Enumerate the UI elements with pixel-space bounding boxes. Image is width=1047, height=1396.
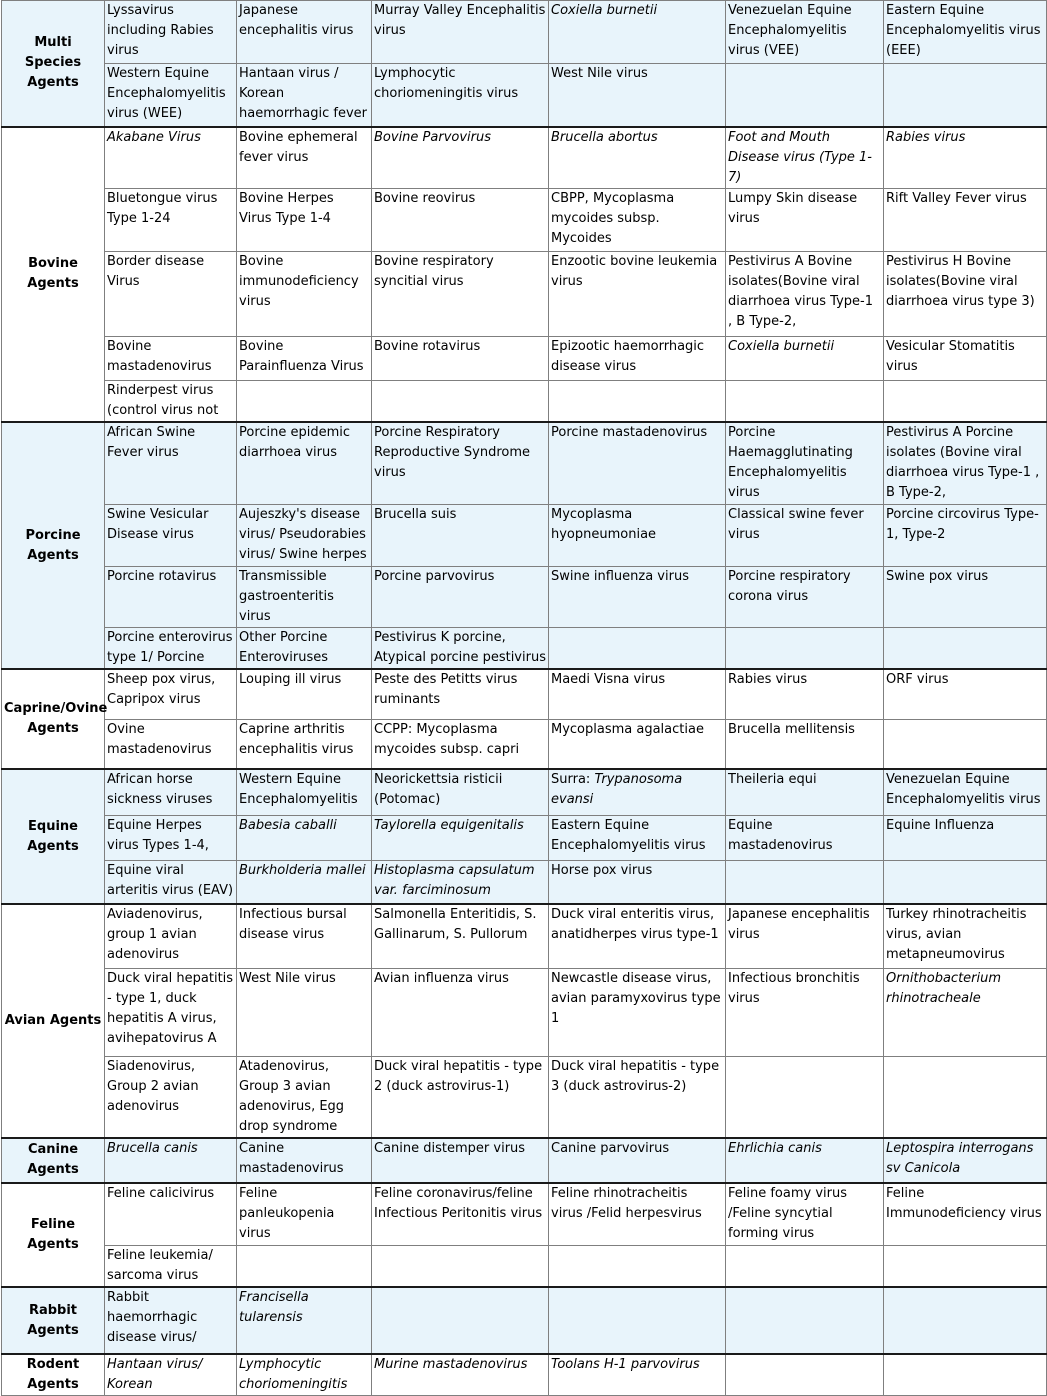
agent-cell [726,627,884,669]
agent-cell: Lyssavirus including Rabies virus [105,1,237,64]
agent-cell: West Nile virus [549,64,726,127]
agent-cell: Pestivirus K porcine, Atypical porcine pestivirus [372,627,549,669]
agent-cell [372,1246,549,1288]
agent-cell: Duck viral hepatitis - type 2 (duck astrovirus-1) [372,1056,549,1138]
agent-cell: Bovine respiratory syncitial virus [372,251,549,336]
agent-cell: Francisella tularensis [237,1287,372,1354]
agent-cell-prefix: Surra: [551,772,595,787]
agent-cell: Brucella abortus [549,127,726,189]
group-label: Rodent Agents [2,1354,105,1396]
agent-cell: Rabbit haemorrhagic disease virus/ [105,1287,237,1354]
agent-cell: Eastern Equine Encephalomyelitis virus (EEE) [884,1,1047,64]
agent-cell: Equine Herpes virus Types 1-4, [105,815,237,860]
agent-cell: Porcine Haemagglutinating Encephalomyelitis virus [726,422,884,504]
agent-cell: Caprine arthritis encephalitis virus [237,719,372,769]
agent-cell: Lymphocytic choriomeningitis [237,1354,372,1396]
agent-cell: Porcine circovirus Type-1, Type-2 [884,504,1047,566]
agent-cell [884,1354,1047,1396]
agent-cell: Brucella suis [372,504,549,566]
agent-cell-italic: Trypanosoma evansi [551,772,683,807]
agent-cell: Taylorella equigenitalis [372,815,549,860]
agent-cell: Japanese encephalitis virus [726,904,884,968]
table-row [2,904,1047,968]
agent-cell: Bovine mastadenovirus [105,336,237,380]
agent-cell [884,1246,1047,1288]
agent-cell: Bovine immunodeficiency virus [237,251,372,336]
agent-cell [549,1287,726,1354]
agent-cell [884,627,1047,669]
agent-cell: Bluetongue virus Type 1-24 [105,188,237,251]
table-row [2,336,1047,380]
table-row [2,1183,1047,1246]
agent-cell: Atadenovirus, Group 3 avian adenovirus, Egg drop syndrome [237,1056,372,1138]
agent-cell: African horse sickness viruses [105,769,237,815]
agent-cell: Porcine epidemic diarrhoea virus [237,422,372,504]
agent-cell: Maedi Visna virus [549,669,726,719]
agent-cell [726,380,884,422]
agent-cell: Histoplasma capsulatum var. farciminosum [372,860,549,904]
agent-cell: Burkholderia mallei [237,860,372,904]
agent-cell: Sheep pox virus, Capripox virus [105,669,237,719]
agent-cell: Vesicular Stomatitis virus [884,336,1047,380]
agent-cell: Coxiella burnetii [726,336,884,380]
agent-cell: Equine Influenza [884,815,1047,860]
agent-cell [549,627,726,669]
group-label: Caprine/Ovine Agents [2,669,105,769]
agent-cell: Rabies virus [884,127,1047,189]
agent-cell: Duck viral hepatitis - type 3 (duck astrovirus-2) [549,1056,726,1138]
agent-cell: Peste des Petitts virus ruminants [372,669,549,719]
table-row [2,504,1047,566]
agent-cell: Lumpy Skin disease virus [726,188,884,251]
agent-cell: Theileria equi [726,769,884,815]
agent-group [2,904,1047,1138]
agent-cell: Canine mastadenovirus [237,1138,372,1183]
agent-cell: Duck viral hepatitis - type 1, duck hepatitis A virus, avihepatovirus A [105,968,237,1056]
table-row [2,860,1047,904]
agent-cell: Turkey rhinotracheitis virus, avian metapneumovirus [884,904,1047,968]
agents-table [1,0,1047,1396]
agent-cell: Rinderpest virus (control virus not [105,380,237,422]
agent-cell: Siadenovirus, Group 2 avian adenovirus [105,1056,237,1138]
table-row [2,127,1047,189]
table-row [2,422,1047,504]
agent-cell: Swine Vesicular Disease virus [105,504,237,566]
table-row [2,1138,1047,1183]
agent-cell: Brucella mellitensis [726,719,884,769]
agent-cell: Feline rhinotracheitis virus /Felid herpesvirus [549,1183,726,1246]
agent-cell: Horse pox virus [549,860,726,904]
agent-cell: Bovine reovirus [372,188,549,251]
agent-cell: Bovine ephemeral fever virus [237,127,372,189]
group-label: Canine Agents [2,1138,105,1183]
agent-cell: Canine parvovirus [549,1138,726,1183]
table-row [2,968,1047,1056]
agent-cell [884,719,1047,769]
agent-cell: Bovine Herpes Virus Type 1-4 [237,188,372,251]
agent-cell: Classical swine fever virus [726,504,884,566]
agent-cell: Equine viral arteritis virus (EAV) [105,860,237,904]
agent-cell: Louping ill virus [237,669,372,719]
agent-cell: Porcine respiratory corona virus [726,566,884,627]
table-row [2,380,1047,422]
agent-cell: Feline foamy virus /Feline syncytial forming virus [726,1183,884,1246]
agent-cell: Babesia caballi [237,815,372,860]
agent-cell: Leptospira interrogans sv Canicola [884,1138,1047,1183]
agent-cell [549,1246,726,1288]
group-label: Rabbit Agents [2,1287,105,1354]
agent-group [2,1354,1047,1396]
agent-cell: Lymphocytic choriomeningitis virus [372,64,549,127]
agent-cell [372,380,549,422]
table-row [2,1,1047,64]
agent-cell: Infectious bronchitis virus [726,968,884,1056]
agent-group [2,1183,1047,1288]
agent-cell [237,380,372,422]
agent-cell: Ovine mastadenovirus [105,719,237,769]
agent-cell: Ornithobacterium rhinotracheale [884,968,1047,1056]
agent-cell: Hantaan virus/ Korean [105,1354,237,1396]
agent-cell: Aviadenovirus, group 1 avian adenovirus [105,904,237,968]
table-row [2,188,1047,251]
agent-cell: Ehrlichia canis [726,1138,884,1183]
table-row [2,815,1047,860]
table-row [2,719,1047,769]
agent-cell: Brucella canis [105,1138,237,1183]
agent-cell [884,1287,1047,1354]
table-row [2,1246,1047,1288]
group-label: Equine Agents [2,769,105,904]
agent-cell: Infectious bursal disease virus [237,904,372,968]
agent-cell: Porcine parvovirus [372,566,549,627]
agent-cell: Venezuelan Equine Encephalomyelitis virus [884,769,1047,815]
agent-cell [884,1056,1047,1138]
agent-cell: Foot and Mouth Disease virus (Type 1-7) [726,127,884,189]
agent-cell: Feline panleukopenia virus [237,1183,372,1246]
agent-cell: CCPP: Mycoplasma mycoides subsp. capri [372,719,549,769]
agent-group [2,769,1047,904]
agent-cell: Coxiella burnetii [549,1,726,64]
agent-cell: Porcine mastadenovirus [549,422,726,504]
group-label: Feline Agents [2,1183,105,1288]
agent-cell: Salmonella Enteritidis, S. Gallinarum, S. Pullorum [372,904,549,968]
agent-cell: Western Equine Encephalomyelitis virus (WEE) [105,64,237,127]
agent-cell: Other Porcine Enteroviruses [237,627,372,669]
table-row [2,1287,1047,1354]
agent-cell: Newcastle disease virus, avian paramyxovirus type 1 [549,968,726,1056]
agent-cell [884,64,1047,127]
agent-group [2,127,1047,423]
agent-cell: Porcine rotavirus [105,566,237,627]
table-row [2,566,1047,627]
agent-group [2,669,1047,769]
agent-cell: Pestivirus A Porcine isolates (Bovine viral diarrhoea virus Type-1 , B Type-2, [884,422,1047,504]
agent-cell: Porcine Respiratory Reproductive Syndrome virus [372,422,549,504]
agent-cell [726,64,884,127]
agent-cell [372,1287,549,1354]
agent-cell: Neorickettsia risticii (Potomac) [372,769,549,815]
agent-cell: Venezuelan Equine Encephalomyelitis virus (VEE) [726,1,884,64]
agent-cell: Enzootic bovine leukemia virus [549,251,726,336]
agent-cell: Pestivirus H Bovine isolates(Bovine viral diarrhoea virus type 3) [884,251,1047,336]
agent-cell: African Swine Fever virus [105,422,237,504]
agent-cell [726,1287,884,1354]
agent-cell [726,1056,884,1138]
group-label: Bovine Agents [2,127,105,423]
agent-cell: Bovine Parainfluenza Virus [237,336,372,380]
agent-cell [884,380,1047,422]
agent-cell: Bovine rotavirus [372,336,549,380]
agent-cell: Canine distemper virus [372,1138,549,1183]
agent-cell: Mycoplasma agalactiae [549,719,726,769]
table-row [2,669,1047,719]
agent-cell: Border disease Virus [105,251,237,336]
agent-cell: Avian influenza virus [372,968,549,1056]
agent-cell: CBPP, Mycoplasma mycoides subsp. Mycoides [549,188,726,251]
table-row [2,769,1047,815]
agent-group [2,1287,1047,1354]
agent-cell [549,769,726,815]
agent-cell [726,1246,884,1288]
agent-cell: Rabies virus [726,669,884,719]
agent-cell [237,1246,372,1288]
agent-cell: Hantaan virus / Korean haemorrhagic fever [237,64,372,127]
agent-cell: Feline coronavirus/feline Infectious Peritonitis virus [372,1183,549,1246]
table-row [2,627,1047,669]
agent-cell: Eastern Equine Encephalomyelitis virus [549,815,726,860]
agent-cell: Swine influenza virus [549,566,726,627]
agent-cell: Murray Valley Encephalitis virus [372,1,549,64]
agent-cell: Japanese encephalitis virus [237,1,372,64]
agent-cell: Feline Immunodeficiency virus [884,1183,1047,1246]
agent-cell: Western Equine Encephalomyelitis [237,769,372,815]
agent-cell: West Nile virus [237,968,372,1056]
agent-cell: Toolans H-1 parvovirus [549,1354,726,1396]
agent-cell: Equine mastadenovirus [726,815,884,860]
agent-cell: ORF virus [884,669,1047,719]
group-label: Avian Agents [2,904,105,1138]
group-label: Porcine Agents [2,422,105,669]
agent-group [2,1138,1047,1183]
agent-cell: Akabane Virus [105,127,237,189]
agent-cell: Murine mastadenovirus [372,1354,549,1396]
agent-cell: Rift Valley Fever virus [884,188,1047,251]
agent-cell: Pestivirus A Bovine isolates(Bovine viral diarrhoea virus Type-1 , B Type-2, [726,251,884,336]
agent-cell: Feline leukemia/ sarcoma virus [105,1246,237,1288]
group-label: Multi Species Agents [2,1,105,127]
agent-cell: Epizootic haemorrhagic disease virus [549,336,726,380]
table-row [2,64,1047,127]
agent-cell: Porcine enterovirus type 1/ Porcine [105,627,237,669]
agent-cell: Aujeszky's disease virus/ Pseudorabies virus/ Swine herpes [237,504,372,566]
agent-cell: Duck viral enteritis virus, anatidherpes virus type-1 [549,904,726,968]
agent-cell: Feline calicivirus [105,1183,237,1246]
agent-cell: Transmissible gastroenteritis virus [237,566,372,627]
agent-group [2,422,1047,669]
agent-cell: Mycoplasma hyopneumoniae [549,504,726,566]
agent-cell: Swine pox virus [884,566,1047,627]
table-row [2,1056,1047,1138]
agent-cell [726,860,884,904]
agent-cell [884,860,1047,904]
table-row [2,251,1047,336]
table-row [2,1354,1047,1396]
agent-group [2,1,1047,127]
agent-cell [726,1354,884,1396]
agent-cell [549,380,726,422]
agent-cell: Bovine Parvovirus [372,127,549,189]
